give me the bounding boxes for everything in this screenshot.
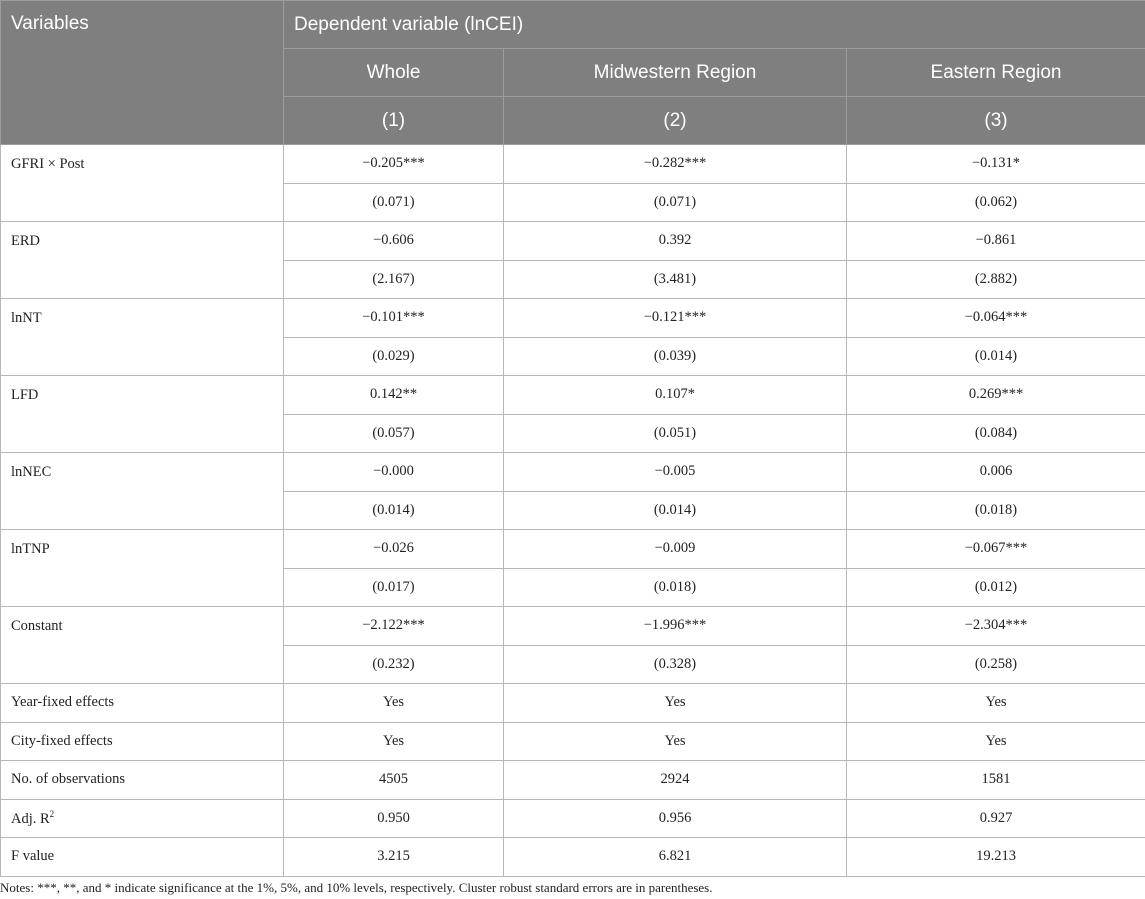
table-row xyxy=(1,722,1145,761)
table-body xyxy=(1,145,1145,877)
coef-cell: −0.205*** xyxy=(284,145,504,184)
stat-cell: 4505 xyxy=(284,761,504,800)
coef-cell: −0.009 xyxy=(504,530,847,569)
stat-cell: Yes xyxy=(847,722,1145,761)
se-cell: (3.481) xyxy=(504,260,847,299)
se-cell: (0.018) xyxy=(847,491,1145,530)
se-cell: (0.014) xyxy=(504,491,847,530)
table-row xyxy=(1,607,1145,646)
table-row xyxy=(1,799,1145,838)
coef-cell: −0.005 xyxy=(504,453,847,492)
se-cell: (0.017) xyxy=(284,568,504,607)
stat-cell: 19.213 xyxy=(847,838,1145,877)
coef-cell: 0.107* xyxy=(504,376,847,415)
stat-cell: 0.927 xyxy=(847,799,1145,838)
table-row xyxy=(1,222,1145,261)
stat-cell: Yes xyxy=(504,684,847,723)
stat-cell: 0.950 xyxy=(284,799,504,838)
se-cell: (0.232) xyxy=(284,645,504,684)
table-row xyxy=(1,530,1145,569)
stat-cell: Yes xyxy=(504,722,847,761)
se-cell: (0.258) xyxy=(847,645,1145,684)
dependent-variable-header: Dependent variable (lnCEI) xyxy=(284,1,1145,49)
coef-cell: 0.392 xyxy=(504,222,847,261)
table-row xyxy=(1,838,1145,877)
se-cell: (0.012) xyxy=(847,568,1145,607)
table-row xyxy=(1,453,1145,492)
se-cell: (0.018) xyxy=(504,568,847,607)
column-header-whole: Whole xyxy=(284,49,504,97)
stat-cell: 6.821 xyxy=(504,838,847,877)
coef-cell: 0.006 xyxy=(847,453,1145,492)
row-label: lnTNP xyxy=(1,530,284,607)
se-cell: (0.328) xyxy=(504,645,847,684)
se-cell: (2.882) xyxy=(847,260,1145,299)
se-cell: (0.014) xyxy=(284,491,504,530)
table-row xyxy=(1,684,1145,723)
stat-cell: Yes xyxy=(284,722,504,761)
column-number-2: (2) xyxy=(504,97,847,145)
row-label: lnNT xyxy=(1,299,284,376)
table-row xyxy=(1,145,1145,184)
table-row xyxy=(1,299,1145,338)
row-label: LFD xyxy=(1,376,284,453)
superscript-2: 2 xyxy=(49,808,55,819)
row-label-adj-r2 xyxy=(1,799,284,838)
se-cell: (2.167) xyxy=(284,260,504,299)
coef-cell: −0.606 xyxy=(284,222,504,261)
row-label: GFRI × Post xyxy=(1,145,284,222)
se-cell: (0.057) xyxy=(284,414,504,453)
row-label: No. of observations xyxy=(1,761,284,800)
coef-cell: 0.269*** xyxy=(847,376,1145,415)
coef-cell: −0.861 xyxy=(847,222,1145,261)
table-header xyxy=(1,1,1145,145)
table-row xyxy=(1,761,1145,800)
coef-cell: −0.101*** xyxy=(284,299,504,338)
se-cell: (0.084) xyxy=(847,414,1145,453)
stat-cell: 2924 xyxy=(504,761,847,800)
stat-cell: 3.215 xyxy=(284,838,504,877)
adj-r-label: Adj. R xyxy=(11,810,50,827)
column-header-midwestern: Midwestern Region xyxy=(504,49,847,97)
coef-cell: −0.064*** xyxy=(847,299,1145,338)
se-cell: (0.071) xyxy=(504,183,847,222)
coef-cell: −2.304*** xyxy=(847,607,1145,646)
row-label: ERD xyxy=(1,222,284,299)
variables-header: Variables xyxy=(1,1,284,145)
row-label: City-fixed effects xyxy=(1,722,284,761)
row-label: F value xyxy=(1,838,284,877)
coef-cell: −0.000 xyxy=(284,453,504,492)
table-notes: Notes: ***, **, and * indicate significance at the 1%, 5%, and 10% levels, respectively. Cluster robust standard errors are in parentheses. xyxy=(0,880,713,895)
se-cell: (0.029) xyxy=(284,337,504,376)
se-cell: (0.071) xyxy=(284,183,504,222)
coef-cell: 0.142** xyxy=(284,376,504,415)
coef-cell: −0.131* xyxy=(847,145,1145,184)
stat-cell: 0.956 xyxy=(504,799,847,838)
row-label: Year-fixed effects xyxy=(1,684,284,723)
coef-cell: −0.067*** xyxy=(847,530,1145,569)
se-cell: (0.062) xyxy=(847,183,1145,222)
column-number-3: (3) xyxy=(847,97,1145,145)
se-cell: (0.051) xyxy=(504,414,847,453)
coef-cell: −0.282*** xyxy=(504,145,847,184)
se-cell: (0.039) xyxy=(504,337,847,376)
se-cell: (0.014) xyxy=(847,337,1145,376)
stat-cell: Yes xyxy=(284,684,504,723)
coef-cell: −2.122*** xyxy=(284,607,504,646)
row-label: Constant xyxy=(1,607,284,684)
coef-cell: −0.026 xyxy=(284,530,504,569)
column-number-1: (1) xyxy=(284,97,504,145)
table-row xyxy=(1,376,1145,415)
coef-cell: −0.121*** xyxy=(504,299,847,338)
row-label: lnNEC xyxy=(1,453,284,530)
stat-cell: 1581 xyxy=(847,761,1145,800)
stat-cell: Yes xyxy=(847,684,1145,723)
column-header-eastern: Eastern Region xyxy=(847,49,1145,97)
coef-cell: −1.996*** xyxy=(504,607,847,646)
